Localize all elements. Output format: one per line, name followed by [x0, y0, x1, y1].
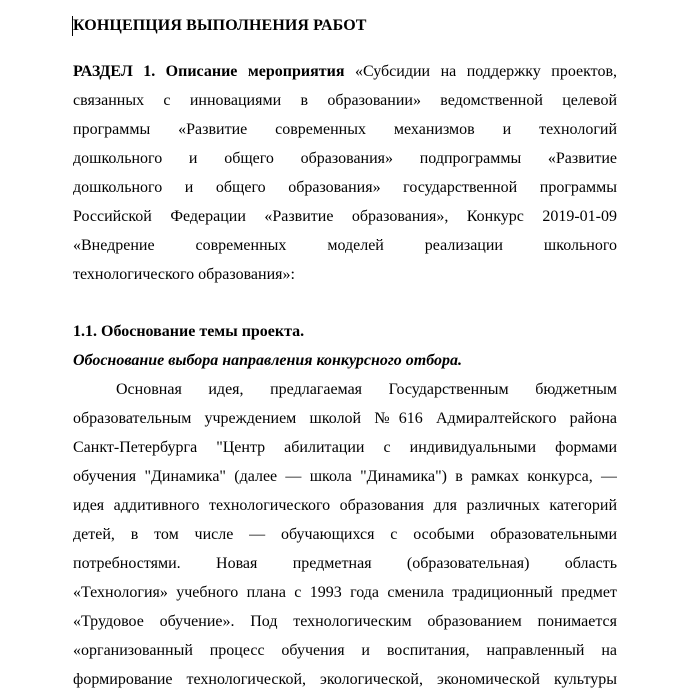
body-paragraph-line: «организованный процесс обучения и воспитания, направленный на — [73, 642, 617, 659]
body-paragraph-line: детей, в том числе — обучающихся с особыми образовательными — [73, 526, 617, 543]
subsection-heading: 1.1. Обоснование темы проекта. — [73, 323, 305, 340]
section-paragraph-line: Российской Федерации «Развитие образования», Конкурс 2019-01-09 — [73, 208, 617, 225]
body-paragraph-line: обучения "Динамика" (далее — школа "Динамика") в рамках конкурса, — — [73, 468, 617, 485]
section-label: РАЗДЕЛ 1. Описание мероприятия — [73, 63, 345, 80]
body-paragraph-line: Основная идея, предлагаемая Государственным бюджетным — [116, 381, 617, 398]
section-paragraph-line: дошкольного и общего образования» подпрограммы «Развитие — [73, 150, 617, 167]
body-paragraph-line: «Трудовое обучение». Под технологическим образованием понимается — [73, 613, 617, 630]
section-paragraph-line: программы «Развитие современных механизмов и технологий — [73, 121, 617, 138]
body-paragraph-line: идея аддитивного технологического образования для различных категорий — [73, 497, 617, 514]
body-paragraph-line: потребностями. Новая предметная (образовательная) область — [73, 555, 617, 572]
section-paragraph-line: связанных с инновациями в образовании» ведомственной целевой — [73, 92, 617, 109]
body-paragraph-line: «Технология» учебного плана с 1993 года сменила традиционный предмет — [73, 584, 617, 601]
body-paragraph-line: образовательным учреждением школой №616 Адмиралтейского района — [73, 410, 617, 427]
section-paragraph-line: технологического образования»: — [73, 266, 295, 283]
body-paragraph-line: Санкт-Петербурга "Центр абилитации с индивидуальными формами — [73, 439, 617, 456]
body-paragraph-line: формирование технологической, экологической, экономической культуры — [73, 671, 617, 688]
section-paragraph-line: «Внедрение современных моделей реализации школьного — [73, 237, 617, 254]
subsection-subheading: Обоснование выбора направления конкурсного отбора. — [73, 352, 463, 369]
section-paragraph-line: дошкольного и общего образования» государственной программы — [73, 179, 617, 196]
section-paragraph-line: РАЗДЕЛ 1. Описание мероприятия «Субсидии на поддержку проектов, — [73, 63, 617, 80]
document-title: КОНЦЕПЦИЯ ВЫПОЛНЕНИЯ РАБОТ — [73, 17, 367, 34]
